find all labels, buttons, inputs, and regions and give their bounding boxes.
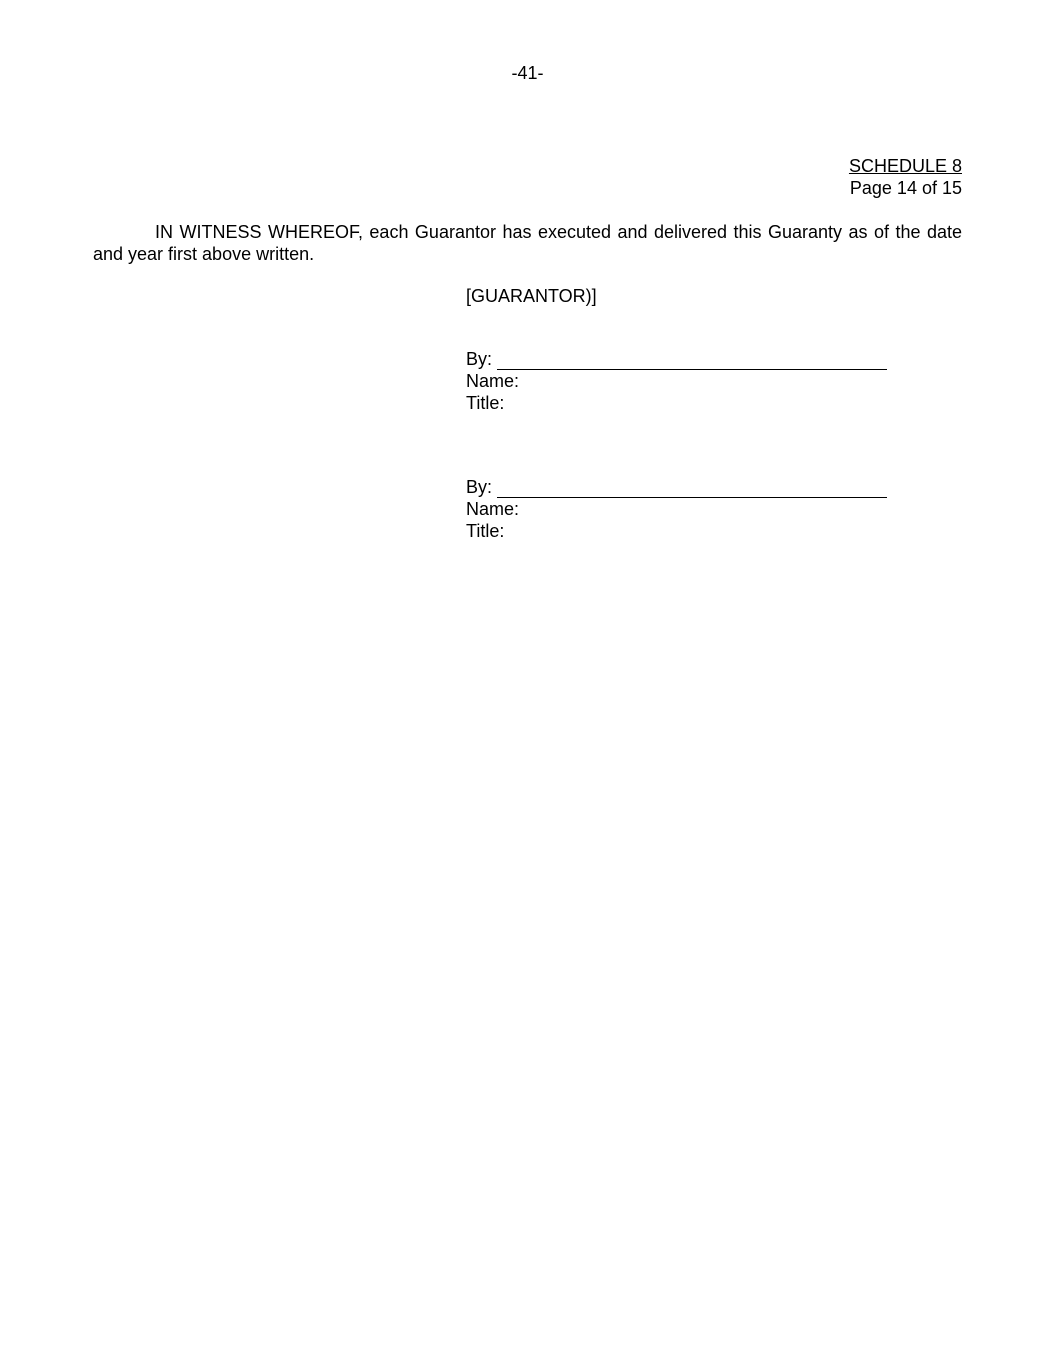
signature-block-2: [466, 476, 887, 542]
by-label: By:: [466, 349, 493, 369]
name-label: Name:: [466, 499, 520, 519]
signature-by-row: [466, 476, 887, 498]
schedule-header: [849, 155, 962, 199]
guarantor-name: [GUARANTOR)]: [466, 286, 597, 306]
signature-line: [497, 350, 887, 370]
signature-line: [497, 478, 887, 498]
signature-block-1: [466, 348, 887, 414]
by-label: By:: [466, 477, 493, 497]
signature-by-row: [466, 348, 887, 370]
schedule-title: SCHEDULE 8: [848, 156, 962, 176]
page-number: -41-: [511, 63, 544, 83]
schedule-page-count: Page 14 of 15: [849, 178, 962, 198]
title-label: Title:: [466, 521, 505, 541]
title-label: Title:: [466, 393, 505, 413]
witness-paragraph: IN WITNESS WHEREOF, each Guarantor has executed and delivered this Guaranty as of the date and year first above written.: [93, 222, 962, 264]
name-label: Name:: [466, 371, 520, 391]
